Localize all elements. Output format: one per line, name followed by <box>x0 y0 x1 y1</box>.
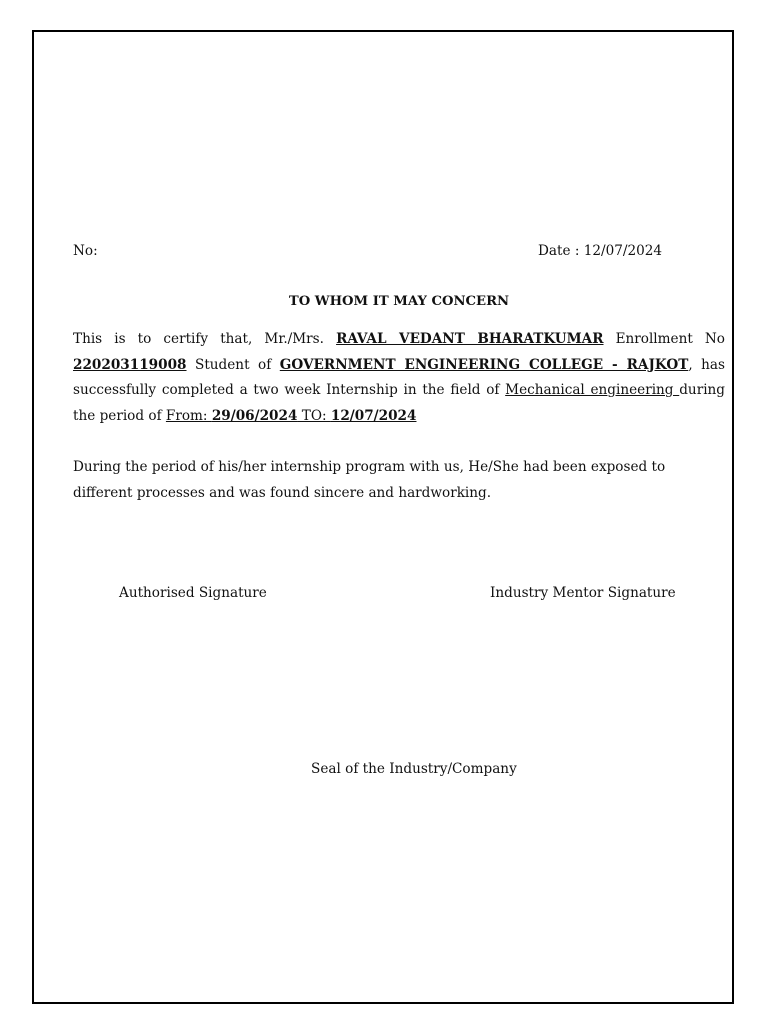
student-name: RAVAL VEDANT BHARATKUMAR <box>336 331 604 347</box>
to-label: TO: <box>297 407 331 424</box>
reference-number-label: No: <box>73 243 98 259</box>
authorised-signature-label: Authorised Signature <box>119 585 267 601</box>
mentor-signature-label: Industry Mentor Signature <box>490 585 676 601</box>
completion-text: , has successfully completed a two week Internship in the field of <box>73 356 725 398</box>
from-date: 29/06/2024 <box>211 407 298 424</box>
college-name: GOVERNMENT ENGINEERING COLLEGE - RAJKOT <box>279 356 689 373</box>
reference-line <box>73 243 725 263</box>
page-border <box>32 30 734 1004</box>
student-of-text: Student of <box>186 356 280 373</box>
intro-text: This is to certify that, Mr./Mrs. <box>73 331 337 347</box>
certificate-body-paragraph <box>73 327 725 429</box>
internship-field: Mechanical engineering <box>505 382 680 398</box>
enrollment-label: Enrollment No <box>603 331 725 347</box>
period-dates <box>166 408 417 424</box>
to-date: 12/07/2024 <box>330 407 417 424</box>
enrollment-number: 220203119008 <box>73 356 187 373</box>
company-seal-label: Seal of the Industry/Company <box>311 761 517 777</box>
from-label: From: <box>165 407 212 424</box>
certificate-date: Date : 12/07/2024 <box>538 243 663 259</box>
internship-remarks-paragraph: During the period of his/her internship program with us, He/She had been exposed to different processes and was found sincere and hardworking. <box>73 459 666 501</box>
period-text: during the period of <box>73 382 725 424</box>
certificate-heading: TO WHOM IT MAY CONCERN <box>288 294 510 309</box>
